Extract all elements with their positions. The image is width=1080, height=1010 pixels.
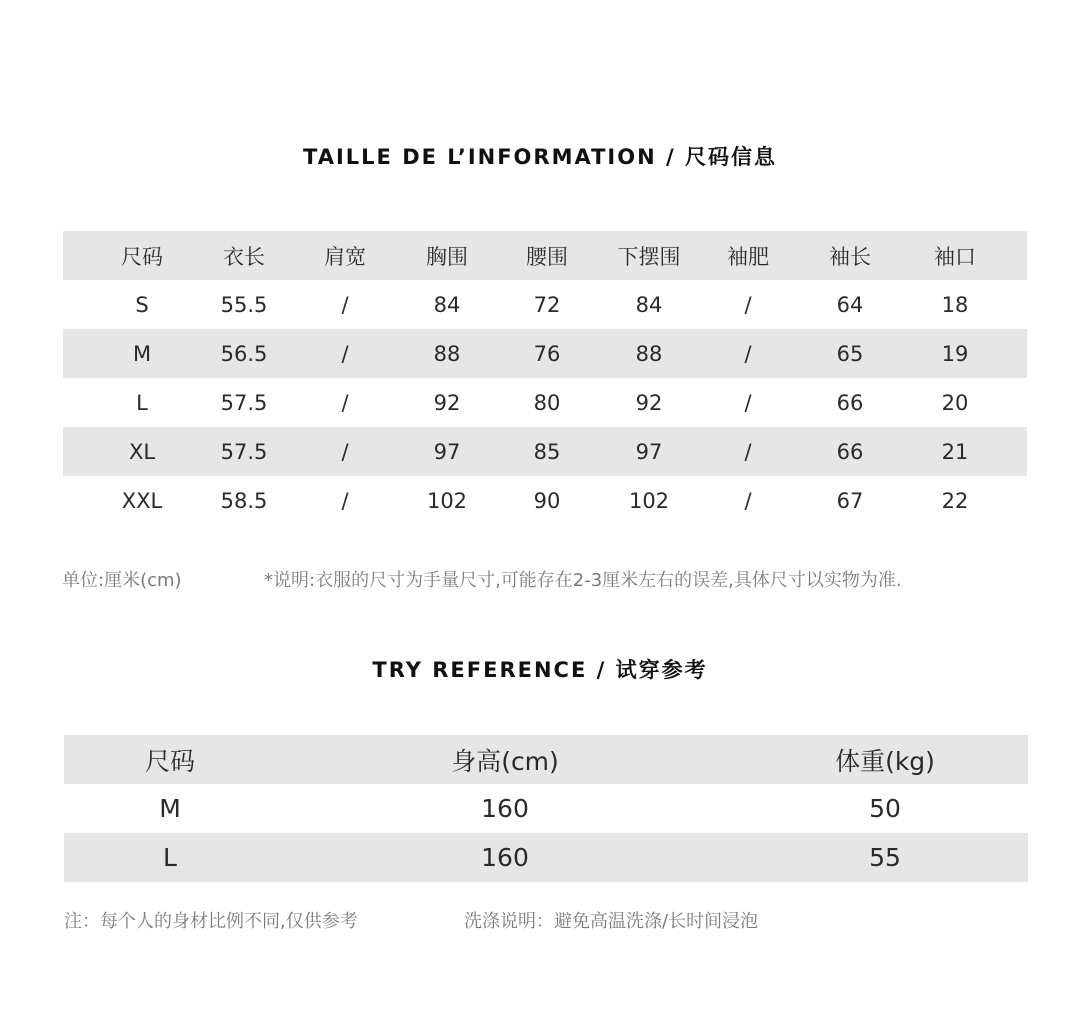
measurement-explanation: *说明:衣服的尺寸为手量尺寸,可能存在2-3厘米左右的误差,具体尺寸以实物为准. bbox=[264, 570, 902, 591]
column-header: 袖肥 bbox=[727, 244, 769, 269]
table-cell: 64 bbox=[836, 292, 864, 317]
reference-note: 注：每个人的身材比例不同,仅供参考 bbox=[64, 911, 358, 932]
table-row bbox=[63, 427, 1027, 476]
table-row bbox=[64, 784, 1028, 833]
table-cell: 18 bbox=[941, 292, 969, 317]
column-header: 下摆围 bbox=[617, 244, 681, 269]
table-cell: 92 bbox=[433, 390, 461, 415]
table-row bbox=[63, 280, 1027, 329]
table-cell: / bbox=[341, 341, 349, 366]
table-cell: 57.5 bbox=[220, 390, 268, 415]
table-header-row bbox=[63, 231, 1027, 280]
table-cell: / bbox=[744, 390, 752, 415]
table-cell: 65 bbox=[836, 341, 864, 366]
table-header-row bbox=[64, 735, 1028, 784]
table-cell: XXL bbox=[121, 488, 163, 513]
try-reference-title: TRY REFERENCE / 试穿参考 bbox=[372, 658, 708, 682]
table-cell: 66 bbox=[836, 439, 864, 464]
unit-note: 单位:厘米(cm) bbox=[62, 570, 182, 591]
table-cell: 90 bbox=[533, 488, 561, 513]
table-cell: L bbox=[163, 843, 177, 872]
table-cell: / bbox=[744, 488, 752, 513]
table-cell: 22 bbox=[941, 488, 969, 513]
column-header: 袖长 bbox=[829, 244, 871, 269]
column-header: 衣长 bbox=[223, 244, 265, 269]
table-cell: XL bbox=[128, 439, 156, 464]
table-cell: S bbox=[135, 292, 149, 317]
table-cell: 76 bbox=[533, 341, 561, 366]
table-cell: 56.5 bbox=[220, 341, 268, 366]
table-cell: 84 bbox=[433, 292, 461, 317]
table-cell: 66 bbox=[836, 390, 864, 415]
table-cell: 80 bbox=[533, 390, 561, 415]
table-cell: / bbox=[341, 292, 349, 317]
column-header: 身高(cm) bbox=[451, 746, 559, 776]
table-cell: 55 bbox=[869, 843, 901, 872]
table-cell: 97 bbox=[635, 439, 663, 464]
table-cell: 19 bbox=[941, 341, 969, 366]
washing-instructions: 洗涤说明：避免高温洗涤/长时间浸泡 bbox=[464, 911, 759, 932]
table-cell: 72 bbox=[533, 292, 561, 317]
table-cell: M bbox=[132, 341, 152, 366]
table-cell: M bbox=[159, 794, 181, 823]
table-cell: 160 bbox=[481, 843, 529, 872]
table-row bbox=[63, 378, 1027, 427]
table-cell: 84 bbox=[635, 292, 663, 317]
table-cell: 57.5 bbox=[220, 439, 268, 464]
column-header: 袖口 bbox=[934, 244, 976, 269]
table-cell: / bbox=[744, 292, 752, 317]
column-header: 腰围 bbox=[526, 244, 568, 269]
column-header: 尺码 bbox=[121, 244, 163, 269]
table-cell: 88 bbox=[635, 341, 663, 366]
table-cell: 85 bbox=[533, 439, 561, 464]
column-header: 尺码 bbox=[144, 746, 195, 776]
table-cell: / bbox=[744, 341, 752, 366]
table-cell: 20 bbox=[941, 390, 969, 415]
table-cell: / bbox=[341, 390, 349, 415]
table-cell: 21 bbox=[941, 439, 969, 464]
table-cell: / bbox=[341, 488, 349, 513]
column-header: 体重(kg) bbox=[835, 746, 935, 776]
size-info-title: TAILLE DE L’INFORMATION / 尺码信息 bbox=[303, 145, 777, 169]
table-cell: 102 bbox=[628, 488, 670, 513]
table-row bbox=[63, 476, 1027, 525]
table-cell: / bbox=[744, 439, 752, 464]
column-header: 胸围 bbox=[426, 244, 468, 269]
table-cell: 88 bbox=[433, 341, 461, 366]
table-cell: 97 bbox=[433, 439, 461, 464]
table-cell: L bbox=[136, 390, 148, 415]
table-cell: 102 bbox=[426, 488, 468, 513]
column-header: 肩宽 bbox=[324, 244, 366, 269]
table-row bbox=[64, 833, 1028, 882]
table-cell: 58.5 bbox=[220, 488, 268, 513]
table-row bbox=[63, 329, 1027, 378]
table-cell: 92 bbox=[635, 390, 663, 415]
table-cell: 160 bbox=[481, 794, 529, 823]
table-cell: 67 bbox=[836, 488, 864, 513]
table-cell: / bbox=[341, 439, 349, 464]
table-cell: 55.5 bbox=[220, 292, 268, 317]
table-cell: 50 bbox=[869, 794, 901, 823]
